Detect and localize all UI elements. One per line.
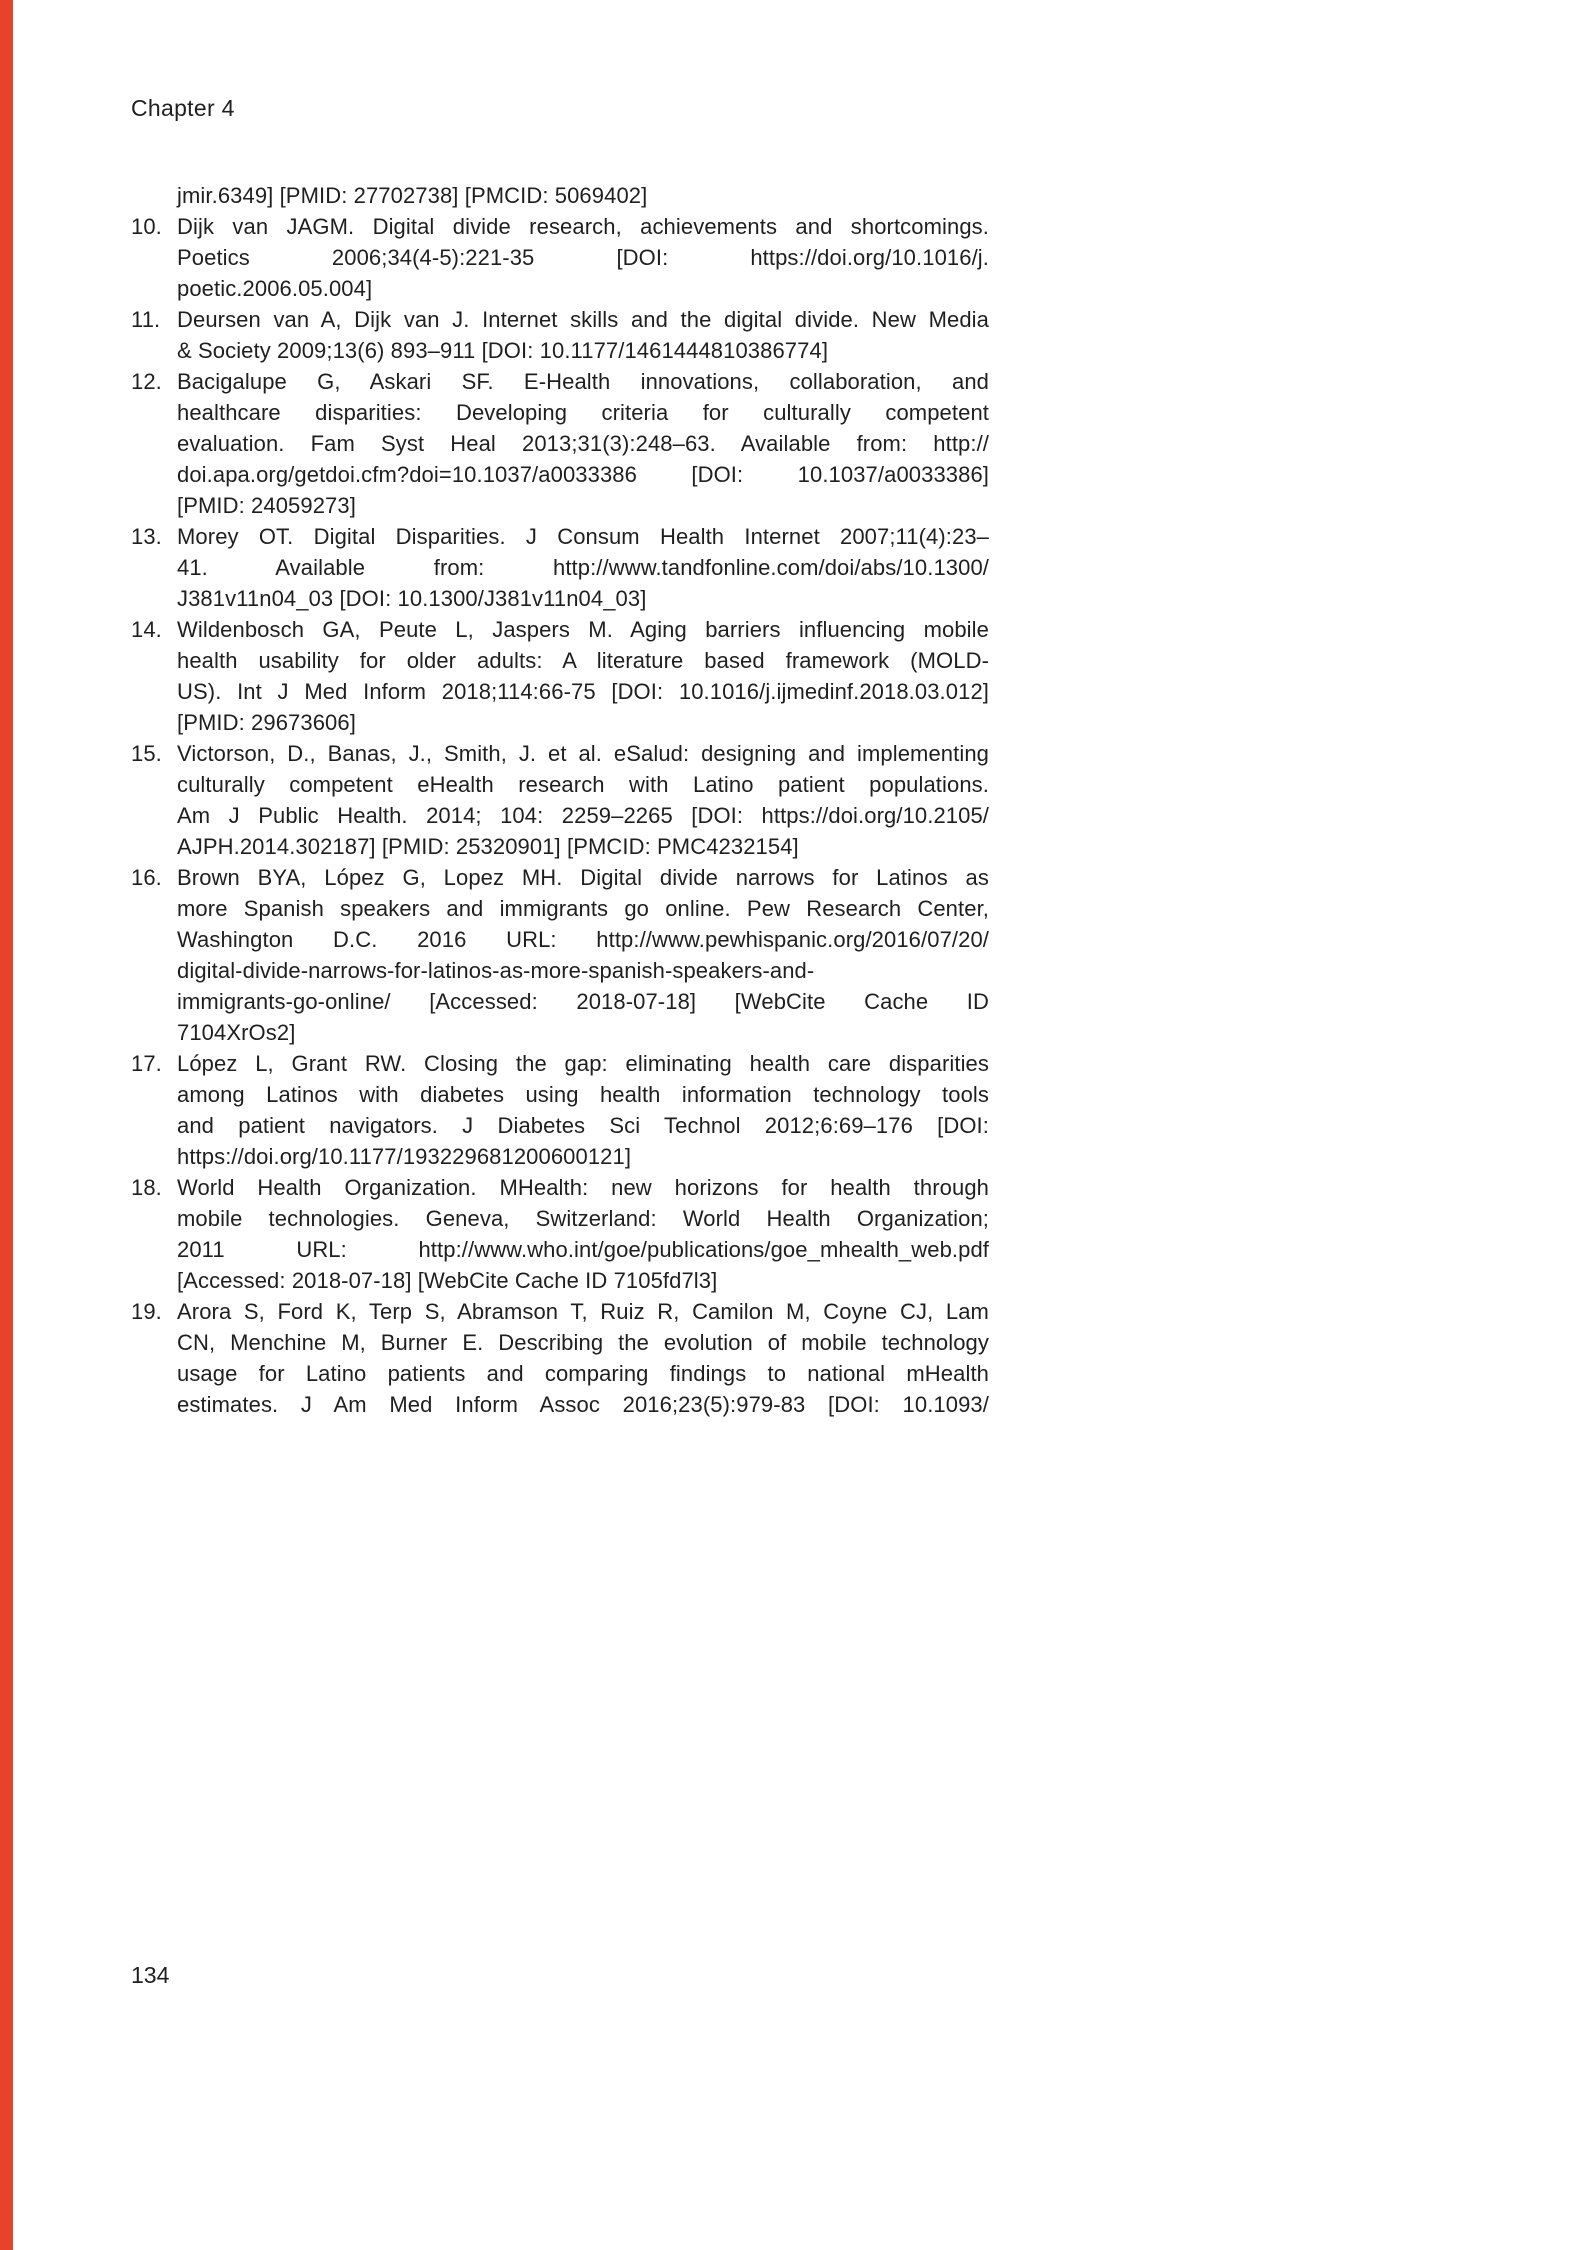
reference-line: Dijk van JAGM. Digital divide research, achievements and shortcomings. bbox=[177, 214, 989, 239]
reference-line: World Health Organization. MHealth: new horizons for health through bbox=[177, 1175, 989, 1200]
chapter-header: Chapter 4 bbox=[131, 95, 235, 121]
reference-item bbox=[131, 862, 989, 1048]
reference-line: & Society 2009;13(6) 893–911 [DOI: 10.1177/1461444810386774] bbox=[177, 338, 829, 363]
reference-number: 14. bbox=[131, 617, 162, 642]
reference-item bbox=[131, 614, 989, 738]
reference-item bbox=[131, 1048, 989, 1172]
reference-number: 11. bbox=[131, 307, 161, 332]
reference-line: mobile technologies. Geneva, Switzerland: World Health Organization; bbox=[177, 1206, 989, 1231]
reference-item bbox=[131, 1296, 989, 1420]
reference-item bbox=[131, 211, 989, 304]
reference-line: jmir.6349] [PMID: 27702738] [PMCID: 5069402] bbox=[177, 183, 648, 208]
reference-number: 19. bbox=[131, 1299, 162, 1324]
reference-line: Victorson, D., Banas, J., Smith, J. et al. eSalud: designing and implementing bbox=[177, 741, 989, 766]
reference-line: Wildenbosch GA, Peute L, Jaspers M. Aging barriers influencing mobile bbox=[177, 617, 989, 642]
reference-line: AJPH.2014.302187] [PMID: 25320901] [PMCID: PMC4232154] bbox=[177, 834, 799, 859]
reference-line: Bacigalupe G, Askari SF. E-Health innovations, collaboration, and bbox=[177, 369, 989, 394]
reference-line: more Spanish speakers and immigrants go online. Pew Research Center, bbox=[177, 896, 989, 921]
reference-line: and patient navigators. J Diabetes Sci Technol 2012;6:69–176 [DOI: bbox=[177, 1113, 989, 1138]
red-edge-stripe bbox=[0, 0, 13, 2250]
reference-line: 7104XrOs2] bbox=[177, 1020, 296, 1045]
reference-line: estimates. J Am Med Inform Assoc 2016;23(5):979-83 [DOI: 10.1093/ bbox=[177, 1392, 989, 1417]
reference-line: [PMID: 24059273] bbox=[177, 493, 356, 518]
reference-item bbox=[131, 366, 989, 521]
reference-line: [Accessed: 2018-07-18] [WebCite Cache ID 7105fd7l3] bbox=[177, 1268, 718, 1293]
reference-line: evaluation. Fam Syst Heal 2013;31(3):248–63. Available from: http:// bbox=[177, 431, 989, 456]
reference-line: J381v11n04_03 [DOI: 10.1300/J381v11n04_03] bbox=[177, 586, 647, 611]
page-number: 134 bbox=[131, 1962, 170, 1988]
reference-line: doi.apa.org/getdoi.cfm?doi=10.1037/a0033386 [DOI: 10.1037/a0033386] bbox=[177, 462, 989, 487]
reference-line: immigrants-go-online/ [Accessed: 2018-07-18] [WebCite Cache ID bbox=[177, 989, 989, 1014]
reference-number: 17. bbox=[131, 1051, 162, 1076]
reference-line: Arora S, Ford K, Terp S, Abramson T, Ruiz R, Camilon M, Coyne CJ, Lam bbox=[177, 1299, 989, 1324]
reference-item bbox=[131, 738, 989, 862]
reference-line: Poetics 2006;34(4-5):221-35 [DOI: https://doi.org/10.1016/j. bbox=[177, 245, 989, 270]
references-list bbox=[131, 180, 989, 1420]
reference-line: https://doi.org/10.1177/193229681200600121] bbox=[177, 1144, 632, 1169]
reference-line: 41. Available from: http://www.tandfonline.com/doi/abs/10.1300/ bbox=[177, 555, 989, 580]
reference-line: [PMID: 29673606] bbox=[177, 710, 356, 735]
reference-number: 12. bbox=[131, 369, 162, 394]
reference-line: poetic.2006.05.004] bbox=[177, 276, 373, 301]
reference-line: Morey OT. Digital Disparities. J Consum Health Internet 2007;11(4):23– bbox=[177, 524, 989, 549]
reference-item bbox=[131, 1172, 989, 1296]
reference-line: Deursen van A, Dijk van J. Internet skills and the digital divide. New Media bbox=[177, 307, 989, 332]
reference-item bbox=[131, 521, 989, 614]
reference-line: usage for Latino patients and comparing findings to national mHealth bbox=[177, 1361, 989, 1386]
reference-line: Washington D.C. 2016 URL: http://www.pewhispanic.org/2016/07/20/ bbox=[177, 927, 989, 952]
reference-line: US). Int J Med Inform 2018;114:66-75 [DOI: 10.1016/j.ijmedinf.2018.03.012] bbox=[177, 679, 989, 704]
reference-line: healthcare disparities: Developing criteria for culturally competent bbox=[177, 400, 989, 425]
reference-line: culturally competent eHealth research with Latino patient populations. bbox=[177, 772, 989, 797]
reference-number: 13. bbox=[131, 524, 162, 549]
reference-number: 18. bbox=[131, 1175, 162, 1200]
reference-number: 16. bbox=[131, 865, 162, 890]
reference-line: among Latinos with diabetes using health information technology tools bbox=[177, 1082, 989, 1107]
reference-line: CN, Menchine M, Burner E. Describing the evolution of mobile technology bbox=[177, 1330, 989, 1355]
reference-line: 2011 URL: http://www.who.int/goe/publications/goe_mhealth_web.pdf bbox=[177, 1237, 989, 1262]
reference-line: Am J Public Health. 2014; 104: 2259–2265 [DOI: https://doi.org/10.2105/ bbox=[177, 803, 989, 828]
reference-line: López L, Grant RW. Closing the gap: eliminating health care disparities bbox=[177, 1051, 989, 1076]
reference-item bbox=[131, 304, 989, 366]
reference-number: 10. bbox=[131, 214, 162, 239]
reference-line: digital-divide-narrows-for-latinos-as-more-spanish-speakers-and- bbox=[177, 958, 815, 983]
reference-line: Brown BYA, López G, Lopez MH. Digital divide narrows for Latinos as bbox=[177, 865, 989, 890]
reference-item bbox=[131, 180, 989, 211]
reference-number: 15. bbox=[131, 741, 162, 766]
reference-line: health usability for older adults: A literature based framework (MOLD- bbox=[177, 648, 989, 673]
